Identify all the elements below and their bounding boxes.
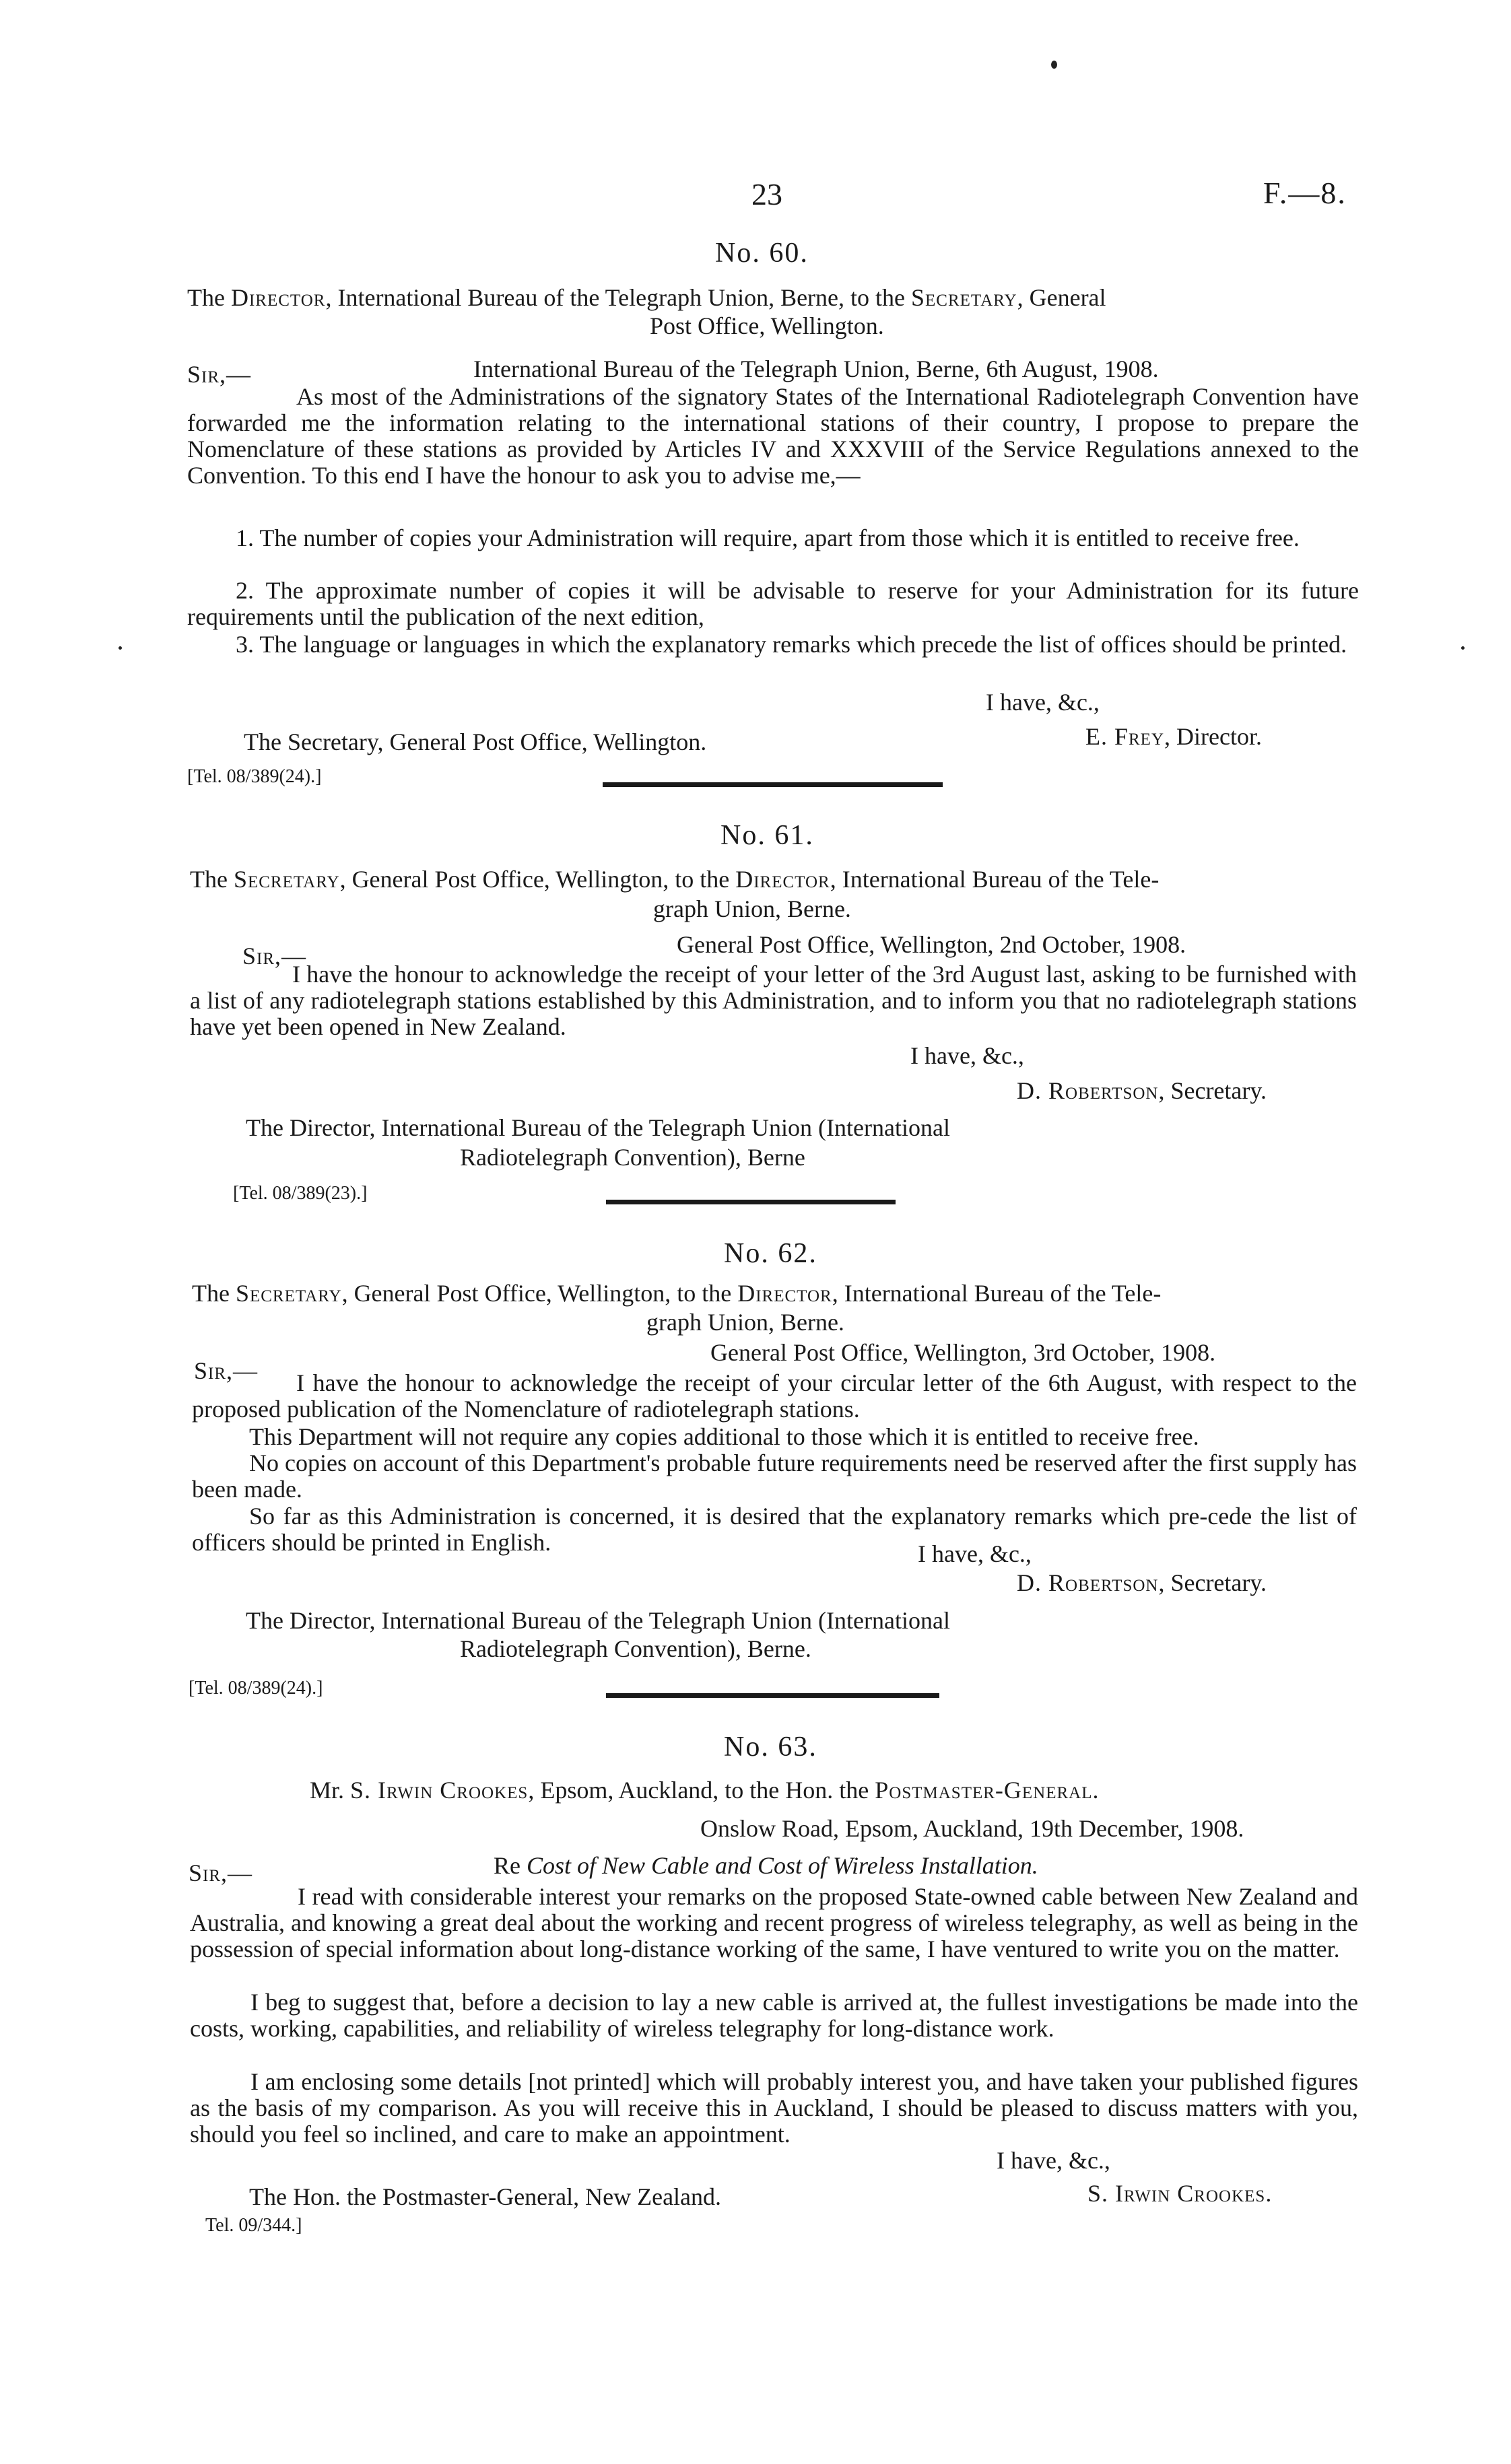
title-text: , General Post Office, Wellington, to the <box>341 1280 738 1307</box>
salutation: Sir,— <box>187 361 252 388</box>
title-text: , Epsom, Auckland, to the Hon. the <box>528 1777 875 1804</box>
signature-name: D. Robertson <box>1017 1077 1159 1104</box>
salutation: Sir,— <box>189 1859 253 1886</box>
signature-title: , Secretary. <box>1158 1077 1267 1104</box>
title-text: , International Bureau of the Tele- <box>830 866 1160 893</box>
dateline: General Post Office, Wellington, 2nd October, 1908. <box>677 931 1186 958</box>
document-number: No. 62. <box>724 1238 817 1269</box>
body-paragraph: I read with considerable interest your remarks on the proposed State-owned cable between New Zealand and Australia, and knowing a great deal about the working and recent progress of wireless telegraphy, as well as being in the possession of special information about long-distance working of the same, I have ventured to write you on the matter. <box>190 1883 1358 1962</box>
body-paragraph: As most of the Administrations of the signatory States of the International Radiotelegraph Convention have forwarded me the information relating to the international stations of their country, I propose to prepare the Nomenclature of these stations as provided by Articles IV and XXXVIII of the Service Regulations annexed to the Convention. To this end I have the honour to ask you to advise me,— <box>187 383 1359 489</box>
title-from: S. Irwin Crookes <box>350 1777 529 1804</box>
title-text: The <box>192 1280 236 1307</box>
section-divider <box>606 1200 896 1204</box>
signature-title: . <box>1265 2180 1272 2207</box>
closing: I have, &c., <box>918 1540 1032 1567</box>
file-reference: Tel. 09/344.] <box>205 2215 302 2236</box>
document-title-line2: Post Office, Wellington. <box>650 312 884 339</box>
title-text: , International Bureau of the Tele- <box>832 1280 1162 1307</box>
document-title-line2: graph Union, Berne. <box>653 895 851 922</box>
title-from: Secretary <box>235 1280 342 1307</box>
document-title <box>190 866 1159 893</box>
body-paragraph: 1. The number of copies your Administration will require, apart from those which it is entitled to receive free. <box>236 524 1300 551</box>
signature-name: E. Frey <box>1085 723 1165 750</box>
body-paragraph: So far as this Administration is concerned, it is desired that the explanatory remarks which pre-cede the list of officers should be printed in English. <box>192 1503 1357 1556</box>
document-number: No. 60. <box>715 238 809 269</box>
body-paragraph: This Department will not require any copies additional to those which it is entitled to receive free. <box>249 1423 1199 1450</box>
title-text: , General <box>1017 284 1106 311</box>
scan-speck <box>1051 61 1057 69</box>
title-from: Secretary <box>233 866 340 893</box>
signature-title: , Secretary. <box>1158 1569 1267 1596</box>
document-title <box>187 285 1106 311</box>
closing: I have, &c., <box>910 1042 1024 1069</box>
salutation: Sir,— <box>194 1357 259 1384</box>
body-paragraph: 3. The language or languages in which the explanatory remarks which precede the list of offices should be printed. <box>236 631 1347 658</box>
addressee: Radiotelegraph Convention), Berne. <box>460 1635 811 1662</box>
signature <box>1017 1570 1267 1596</box>
signature <box>1085 724 1262 750</box>
title-to: Postmaster-General <box>875 1777 1093 1804</box>
signature <box>1087 2181 1271 2207</box>
page-number: 23 <box>751 177 782 211</box>
body-paragraph: 2. The approximate number of copies it will be advisable to reserve for your Administration for its future requirements until the publication of the next edition, <box>187 577 1359 630</box>
file-reference: [Tel. 08/389(23).] <box>233 1183 368 1204</box>
title-text: Mr. <box>310 1777 351 1804</box>
document-title-line2: graph Union, Berne. <box>646 1309 844 1336</box>
title-text: The <box>187 284 231 311</box>
body-paragraph: I am enclosing some details [not printed] which will probably interest you, and have taken your published figures as the basis of my comparison. As you will receive this in Auckland, I should be pleased to discuss matters with you, should you feel so inclined, and care to make an appointment. <box>190 2068 1358 2148</box>
title-text: . <box>1092 1777 1099 1804</box>
section-divider <box>603 782 943 787</box>
document-title <box>192 1280 1161 1307</box>
body-paragraph: I have the honour to acknowledge the receipt of your letter of the 3rd August last, asking to be furnished with a list of any radiotelegraph stations established by this Administration, and to inform you that no radiotelegraph stations have yet been opened in New Zealand. <box>190 961 1357 1040</box>
addressee: The Secretary, General Post Office, Wellington. <box>244 728 707 755</box>
signature-name: S. Irwin Crookes <box>1087 2180 1266 2207</box>
addressee: The Hon. the Postmaster-General, New Zealand. <box>249 2183 722 2210</box>
series-label: F.—8. <box>1263 176 1347 210</box>
document-title <box>310 1777 1099 1804</box>
scan-speck <box>119 646 122 650</box>
signature-title: , Director. <box>1164 723 1262 750</box>
file-reference: [Tel. 08/389(24).] <box>187 766 322 787</box>
dateline: Onslow Road, Epsom, Auckland, 19th December, 1908. <box>700 1815 1244 1842</box>
title-to: Secretary <box>911 284 1017 311</box>
addressee: The Director, International Bureau of the Telegraph Union (International <box>246 1607 950 1634</box>
subject-line <box>494 1853 1038 1879</box>
title-to: Director <box>735 866 830 893</box>
file-reference: [Tel. 08/389(24).] <box>189 1678 323 1699</box>
title-text: , General Post Office, Wellington, to the <box>339 866 736 893</box>
subject-prefix: Re <box>494 1852 527 1879</box>
closing: I have, &c., <box>986 689 1100 716</box>
closing: I have, &c., <box>997 2147 1110 2174</box>
body-paragraph: I have the honour to acknowledge the receipt of your circular letter of the 6th August, with respect to the proposed publication of the Nomenclature of radiotelegraph stations. <box>192 1369 1357 1423</box>
dateline: International Bureau of the Telegraph Union, Berne, 6th August, 1908. <box>473 355 1159 382</box>
signature <box>1017 1078 1267 1104</box>
title-from: Director <box>230 284 326 311</box>
title-to: Director <box>737 1280 832 1307</box>
document-number: No. 63. <box>724 1732 817 1763</box>
dateline: General Post Office, Wellington, 3rd October, 1908. <box>710 1339 1216 1366</box>
title-text: , International Bureau of the Telegraph Union, Berne, to the <box>325 284 912 311</box>
body-paragraph: No copies on account of this Department's probable future requirements need be reserved after the first supply has been made. <box>192 1449 1357 1503</box>
addressee: The Director, International Bureau of the Telegraph Union (International <box>246 1114 950 1141</box>
salutation: Sir,— <box>242 943 307 969</box>
section-divider <box>606 1693 939 1698</box>
document-number: No. 61. <box>720 820 814 851</box>
signature-name: D. Robertson <box>1017 1569 1159 1596</box>
scan-speck <box>1461 646 1465 650</box>
title-text: The <box>190 866 234 893</box>
body-paragraph: I beg to suggest that, before a decision to lay a new cable is arrived at, the fullest investigations be made into the costs, working, capabilities, and reliability of wireless telegraphy for long-distance work. <box>190 1989 1358 2042</box>
subject-title: Cost of New Cable and Cost of Wireless Installation. <box>527 1852 1038 1879</box>
addressee: Radiotelegraph Convention), Berne <box>460 1144 805 1171</box>
